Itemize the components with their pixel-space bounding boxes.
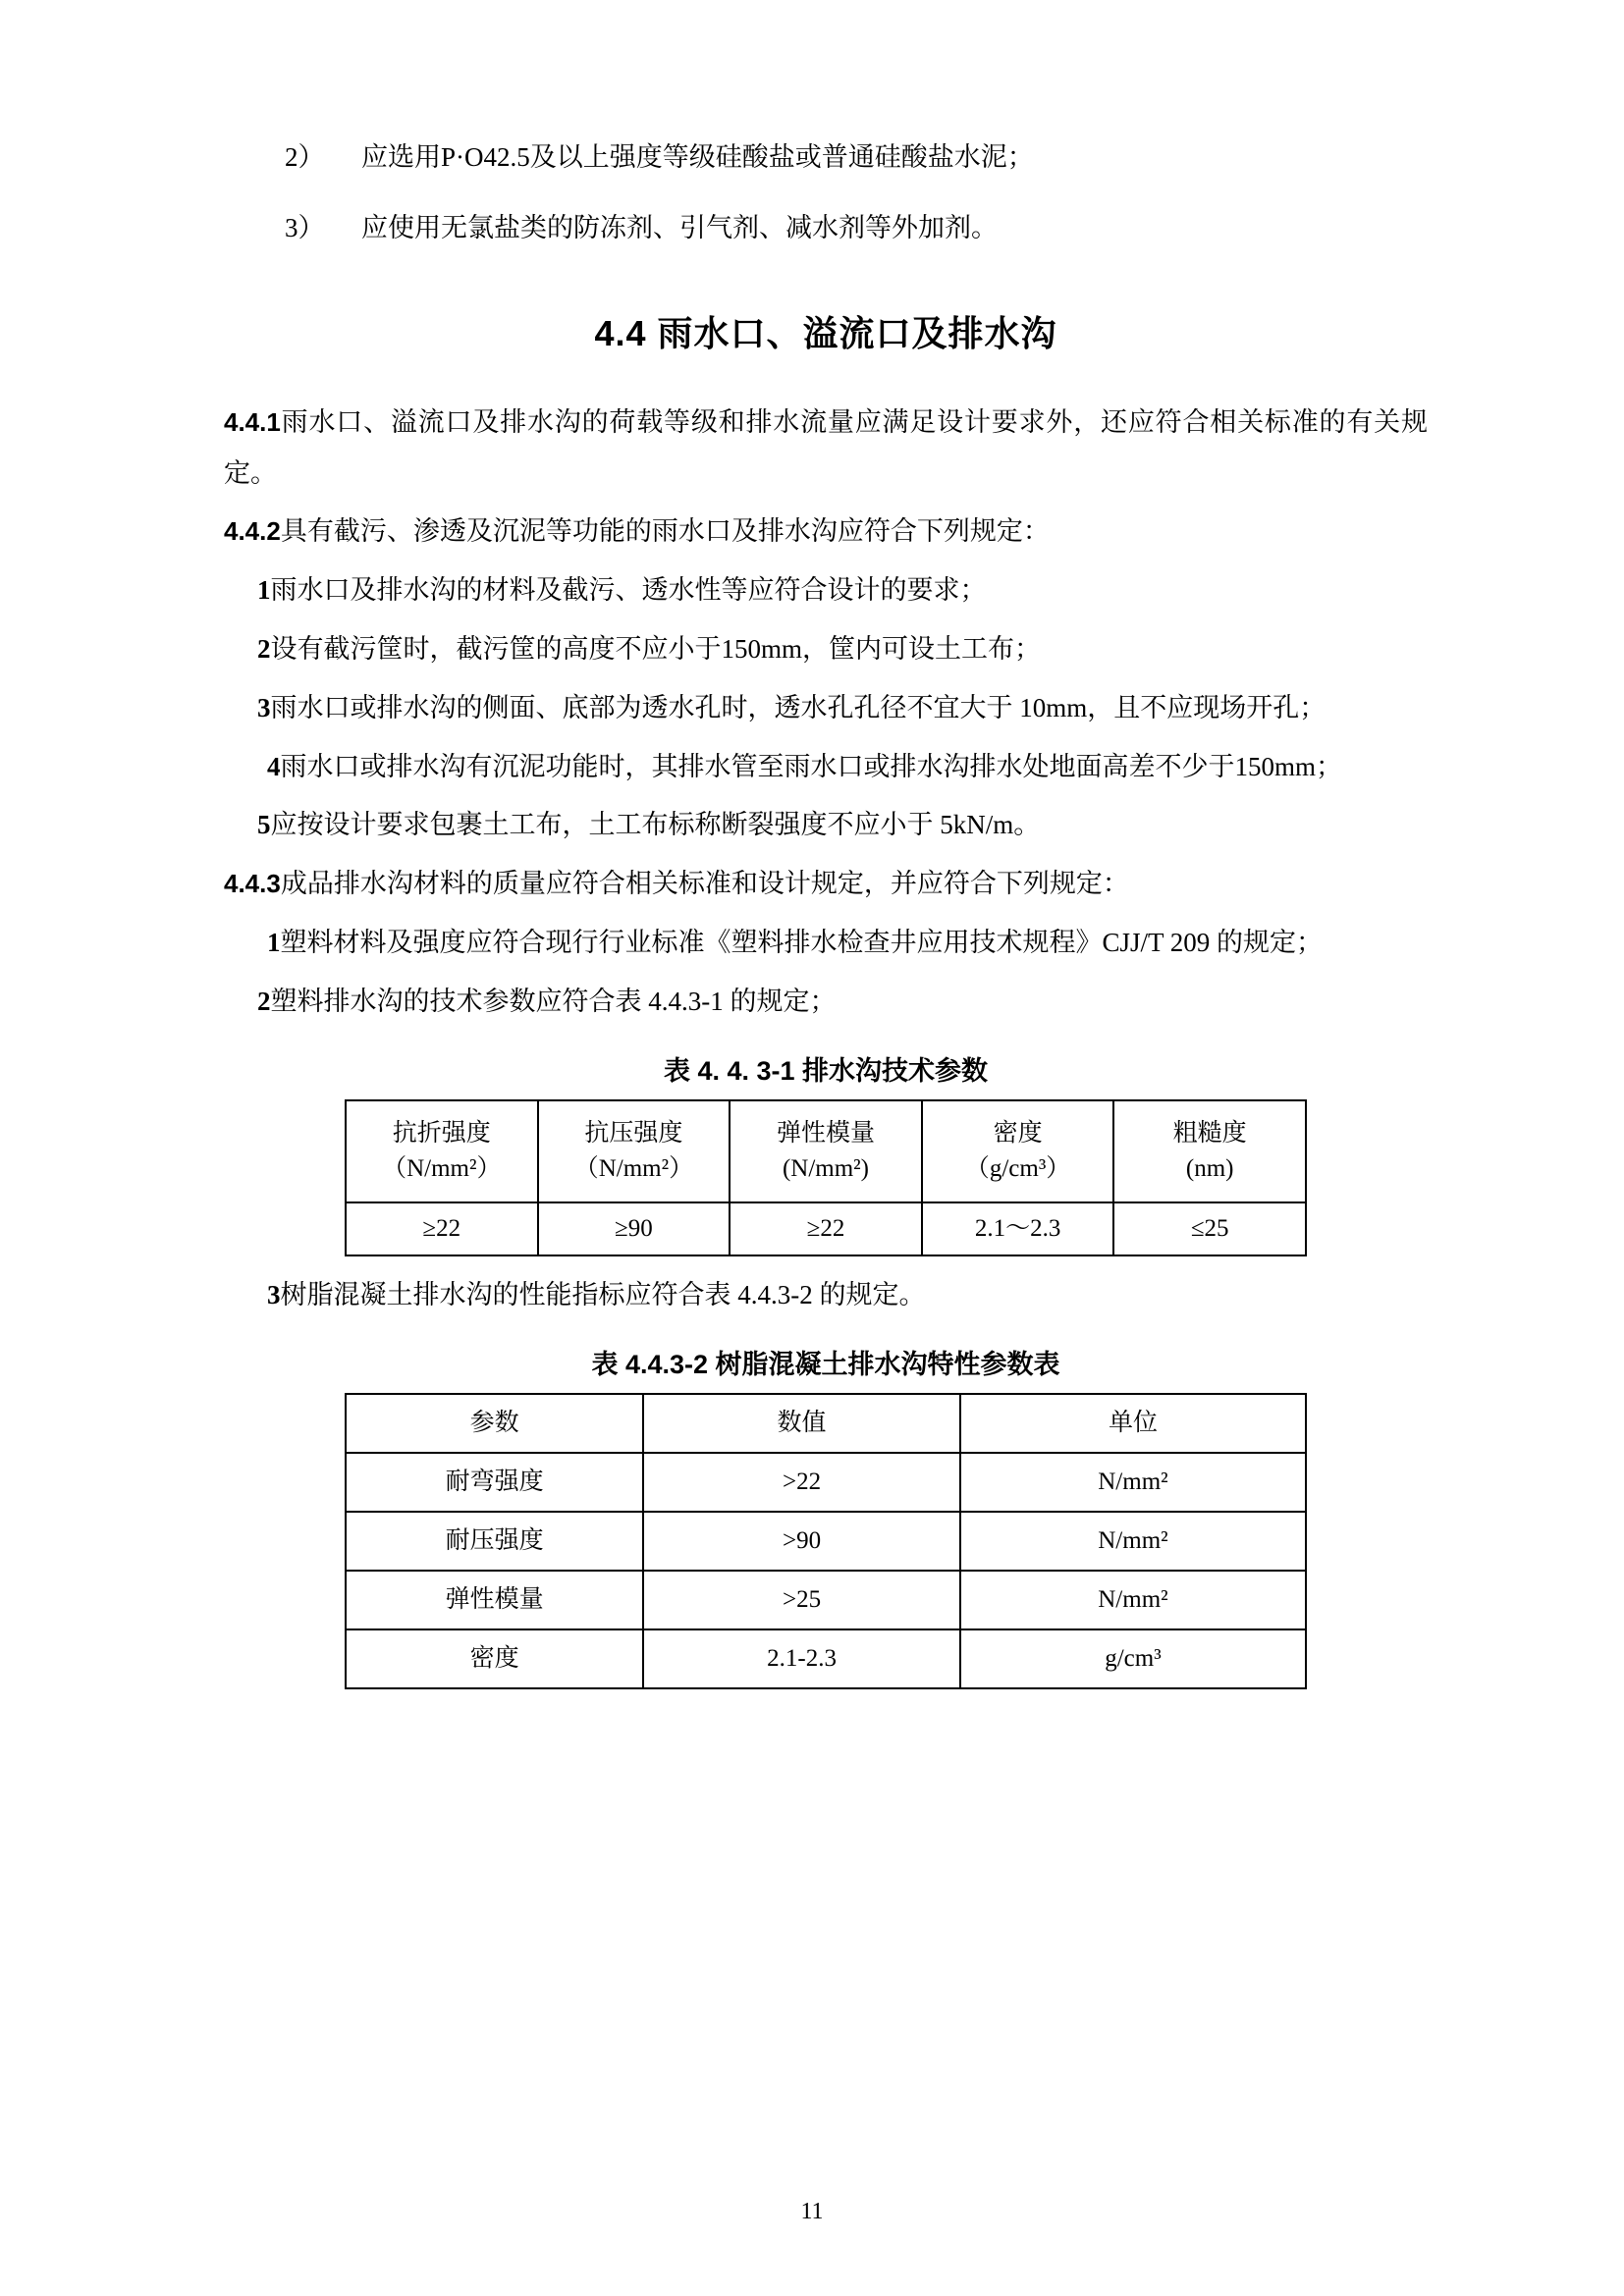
table-resin-concrete-parameters [345,1393,1307,1689]
table-cell: 耐压强度 [346,1512,643,1571]
item-number: 1 [267,928,281,958]
table-cell: ≥22 [346,1202,538,1255]
item-number: 2 [257,986,271,1016]
clause-number: 4.4.3 [224,869,281,899]
table-header-cell [922,1100,1114,1202]
item-number: 2 [257,634,271,664]
item-text: 塑料排水沟的技术参数应符合表 4.4.3-1 的规定； [270,986,837,1016]
clause-text: 雨水口、溢流口及排水沟的荷载等级和排水流量应满足设计要求外，还应符合相关标准的有关规定。 [224,406,1428,488]
page-number: 11 [800,2199,824,2224]
table-cell: 弹性模量 [346,1571,643,1629]
table-cell: 密度 [346,1629,643,1688]
header-line-1: 弹性模量 [776,1119,875,1147]
table-header-cell [346,1100,538,1202]
table-cell: ≥22 [730,1202,922,1255]
header-line-2: （g/cm³） [964,1154,1071,1182]
clause-number: 4.4.2 [224,516,281,547]
item-number: 5 [257,810,271,840]
table-row [346,1571,1306,1629]
table-cell: ≥90 [538,1202,731,1255]
item-text: 雨水口或排水沟有沉泥功能时，其排水管至雨水口或排水沟排水处地面高差不少于150mm； [280,751,1343,781]
table-cell: 耐弯强度 [346,1453,643,1512]
clause-number: 4.4.1 [224,406,281,437]
table-header-row [346,1394,1306,1453]
list-item-text: 应选用P·O42.5及以上强度等级硅酸盐或普通硅酸盐水泥； [361,142,1034,172]
item-text: 树脂混凝土排水沟的性能指标应符合表 4.4.3-2 的规定。 [280,1279,926,1309]
table-cell: N/mm² [960,1571,1306,1629]
header-line-1: 抗压强度 [584,1119,683,1147]
table-cell: N/mm² [960,1512,1306,1571]
clause-4-4-3 [224,859,1428,910]
header-line-2: （N/mm²） [382,1154,502,1182]
list-item [224,137,1428,179]
list-item-text: 应使用无氯盐类的防冻剂、引气剂、减水剂等外加剂。 [361,212,998,242]
table-cell: 2.1-2.3 [643,1629,960,1688]
item-text: 设有截污筐时，截污筐的高度不应小于150mm，筐内可设土工布； [270,634,1042,664]
clause-4-4-2-item-1 [224,565,1428,616]
table-cell: >25 [643,1571,960,1629]
table-2-caption: 表 4.4.3-2 树脂混凝土排水沟特性参数表 [591,1349,1060,1379]
table-header-cell: 数值 [643,1394,960,1453]
item-text: 雨水口及排水沟的材料及截污、透水性等应符合设计的要求； [270,575,987,606]
list-item [224,208,1428,249]
table-header-cell: 参数 [346,1394,643,1453]
table-header-cell [538,1100,731,1202]
clause-4-4-3-item-3 [224,1270,1428,1321]
table-1-caption: 表 4. 4. 3-1 排水沟技术参数 [663,1055,989,1086]
table-row [346,1453,1306,1512]
clause-4-4-3-item-2 [224,977,1428,1028]
clause-text: 具有截污、渗透及沉泥等功能的雨水口及排水沟应符合下列规定： [280,516,1050,547]
table-header-cell: 单位 [960,1394,1306,1453]
item-number: 1 [257,575,271,606]
item-text: 雨水口或排水沟的侧面、底部为透水孔时，透水孔孔径不宜大于 10mm，且不应现场开孔； [270,692,1326,722]
clause-4-4-2 [224,507,1428,558]
clause-4-4-2-item-4 [224,742,1428,793]
header-line-1: 抗折强度 [392,1119,491,1147]
clause-4-4-3-item-1 [224,918,1428,969]
table-cell: g/cm³ [960,1629,1306,1688]
item-number: 3 [257,692,271,722]
header-line-2: (nm) [1185,1154,1234,1182]
item-text: 应按设计要求包裹土工布，土工布标称断裂强度不应小于 5kN/m。 [270,810,1041,840]
header-line-1: 粗糙度 [1172,1119,1247,1147]
clause-text: 成品排水沟材料的质量应符合相关标准和设计规定，并应符合下列规定： [280,869,1129,899]
table-header-cell [1113,1100,1306,1202]
header-line-2: （N/mm²） [573,1154,694,1182]
table-row [346,1629,1306,1688]
table-cell: ≤25 [1113,1202,1306,1255]
table-cell: 2.1～2.3 [922,1202,1114,1255]
clause-4-4-1 [224,398,1428,500]
table-header-row [346,1100,1306,1202]
item-text: 塑料材料及强度应符合现行行业标准《塑料排水检查井应用技术规程》CJJ/T 209 的规定； [280,928,1324,958]
clause-4-4-2-item-5 [224,800,1428,851]
table-row [346,1512,1306,1571]
item-number: 3 [267,1279,281,1309]
list-item-number: 2） [285,142,325,172]
table-cell: N/mm² [960,1453,1306,1512]
clause-4-4-2-item-2 [224,624,1428,675]
item-number: 4 [267,751,281,781]
section-heading: 4.4 雨水口、溢流口及排水沟 [594,312,1057,353]
table-drainage-technical-parameters [345,1099,1307,1256]
table-cell: >22 [643,1453,960,1512]
header-line-2: (N/mm²) [782,1154,869,1182]
table-header-cell [730,1100,922,1202]
table-row [346,1202,1306,1255]
list-item-number: 3） [285,212,325,242]
header-line-1: 密度 [993,1119,1043,1147]
table-cell: >90 [643,1512,960,1571]
clause-4-4-2-item-3 [224,683,1428,734]
